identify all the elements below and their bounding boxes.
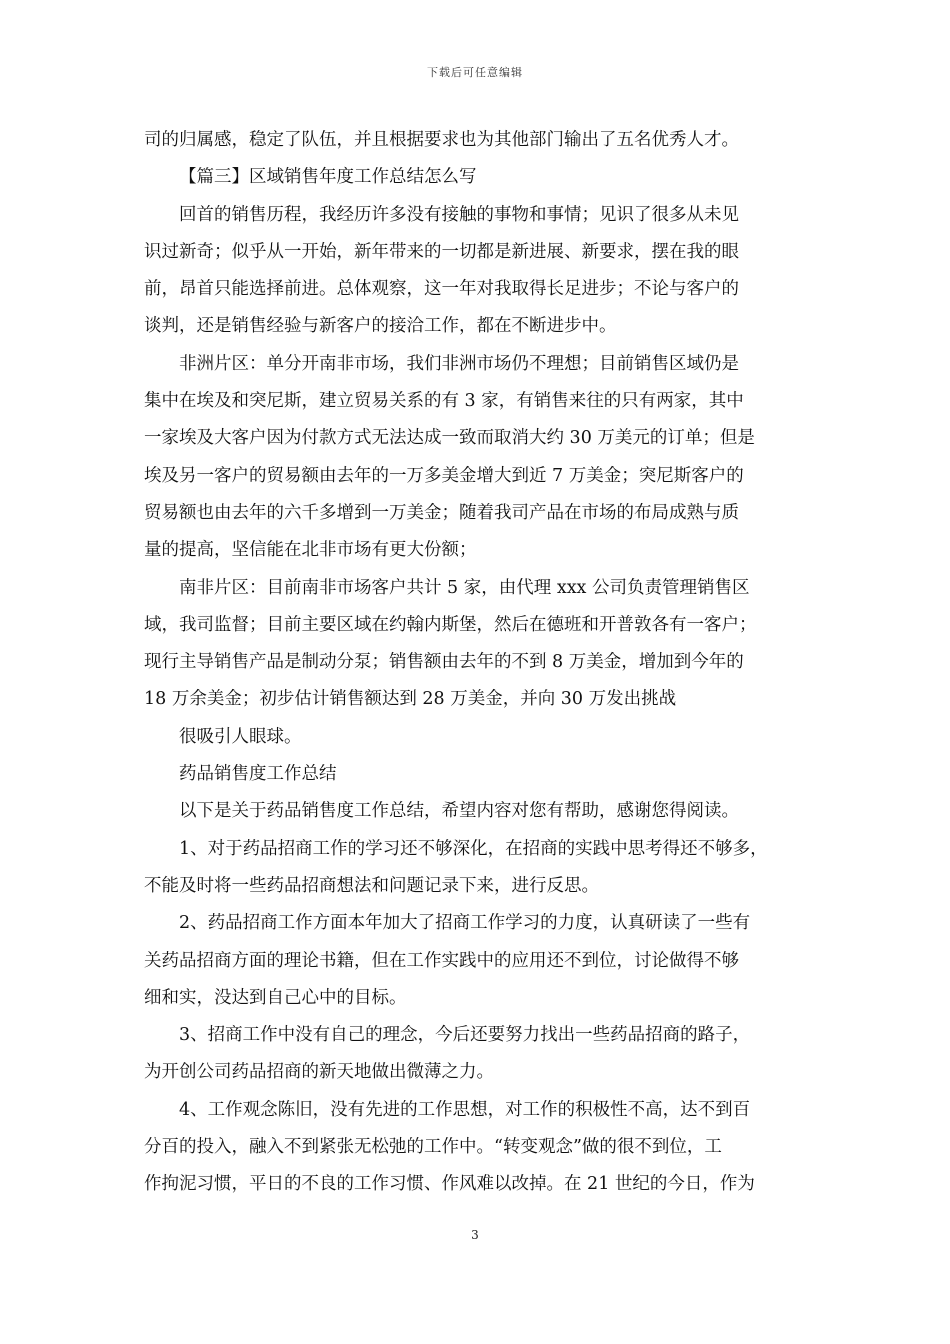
text-line: 前，昂首只能选择前进。总体观察，这一年对我取得长足进步；不论与客户的 <box>144 279 739 300</box>
section-heading: 【篇三】区域销售年度工作总结怎么写 <box>179 167 477 188</box>
list-item: 4、工作观念陈旧，没有先进的工作思想，对工作的积极性不高，达不到百 <box>179 1099 751 1120</box>
text-line: 量的提高，坚信能在北非市场有更大份额； <box>144 540 477 561</box>
body-text <box>144 122 806 1204</box>
text-line: 现行主导销售产品是制动分泵；销售额由去年的不到 8 万美金，增加到今年的 <box>144 652 744 673</box>
text-line: 回首的销售历程，我经历许多没有接触的事物和事情；见识了很多从未见 <box>179 204 739 225</box>
text-line: 司的归属感，稳定了队伍，并且根据要求也为其他部门输出了五名优秀人才。 <box>144 130 739 150</box>
list-item: 1、对于药品招商工作的学习还不够深化，在招商的实践中思考得还不够多， <box>179 838 768 859</box>
page-number: 3 <box>471 1228 479 1242</box>
text-line: 集中在埃及和突尼斯，建立贸易关系的有 3 家，有销售来往的只有两家，其中 <box>144 391 744 412</box>
text-line: 以下是关于药品销售度工作总结，希望内容对您有帮助，感谢您得阅读。 <box>179 801 739 822</box>
text-line: 细和实，没达到自己心中的目标。 <box>144 987 407 1008</box>
text-line: 很吸引人眼球。 <box>179 726 302 747</box>
text-line: 不能及时将一些药品招商想法和问题记录下来，进行反思。 <box>144 875 599 896</box>
text-line: 18 万余美金；初步估计销售额达到 28 万美金，并向 30 万发出挑战 <box>144 689 677 710</box>
text-line: 南非片区：目前南非市场客户共计 5 家，由代理 xxx 公司负责管理销售区 <box>179 577 750 598</box>
text-line: 域，我司监督；目前主要区域在约翰内斯堡，然后在德班和开普敦各有一客户； <box>144 614 757 635</box>
section-heading: 药品销售度工作总结 <box>179 764 337 785</box>
page-header: 下载后可任意编辑 <box>427 66 523 79</box>
text-line: 分百的投入，融入不到紧张无松弛的工作中。“转变观念”做的很不到位，工 <box>144 1137 722 1158</box>
list-item: 3、招商工作中没有自己的理念，今后还要努力找出一些药品招商的路子， <box>179 1025 751 1046</box>
text-line: 埃及另一客户的贸易额由去年的一万多美金增大到近 7 万美金；突尼斯客户的 <box>144 465 744 486</box>
text-line: 识过新奇；似乎从一开始，新年带来的一切都是新进展、新要求，摆在我的眼 <box>144 241 739 262</box>
text-line: 一家埃及大客户因为付款方式无法达成一致而取消大约 30 万美元的订单；但是 <box>144 428 755 449</box>
text-line: 作拘泥习惯，平日的不良的工作习惯、作风难以改掉。在 21 世纪的今日，作为 <box>144 1174 755 1195</box>
text-line: 贸易额也由去年的六千多增到一万美金；随着我司产品在市场的布局成熟与质 <box>144 502 739 523</box>
text-line: 为开创公司药品招商的新天地做出微薄之力。 <box>144 1062 494 1083</box>
list-item: 2、药品招商工作方面本年加大了招商工作学习的力度，认真研读了一些有 <box>179 913 751 934</box>
text-line: 关药品招商方面的理论书籍，但在工作实践中的应用还不到位，讨论做得不够 <box>144 950 739 971</box>
text-line: 非洲片区：单分开南非市场，我们非洲市场仍不理想；目前销售区域仍是 <box>179 353 739 374</box>
text-line: 谈判，还是销售经验与新客户的接洽工作，都在不断进步中。 <box>144 316 617 337</box>
